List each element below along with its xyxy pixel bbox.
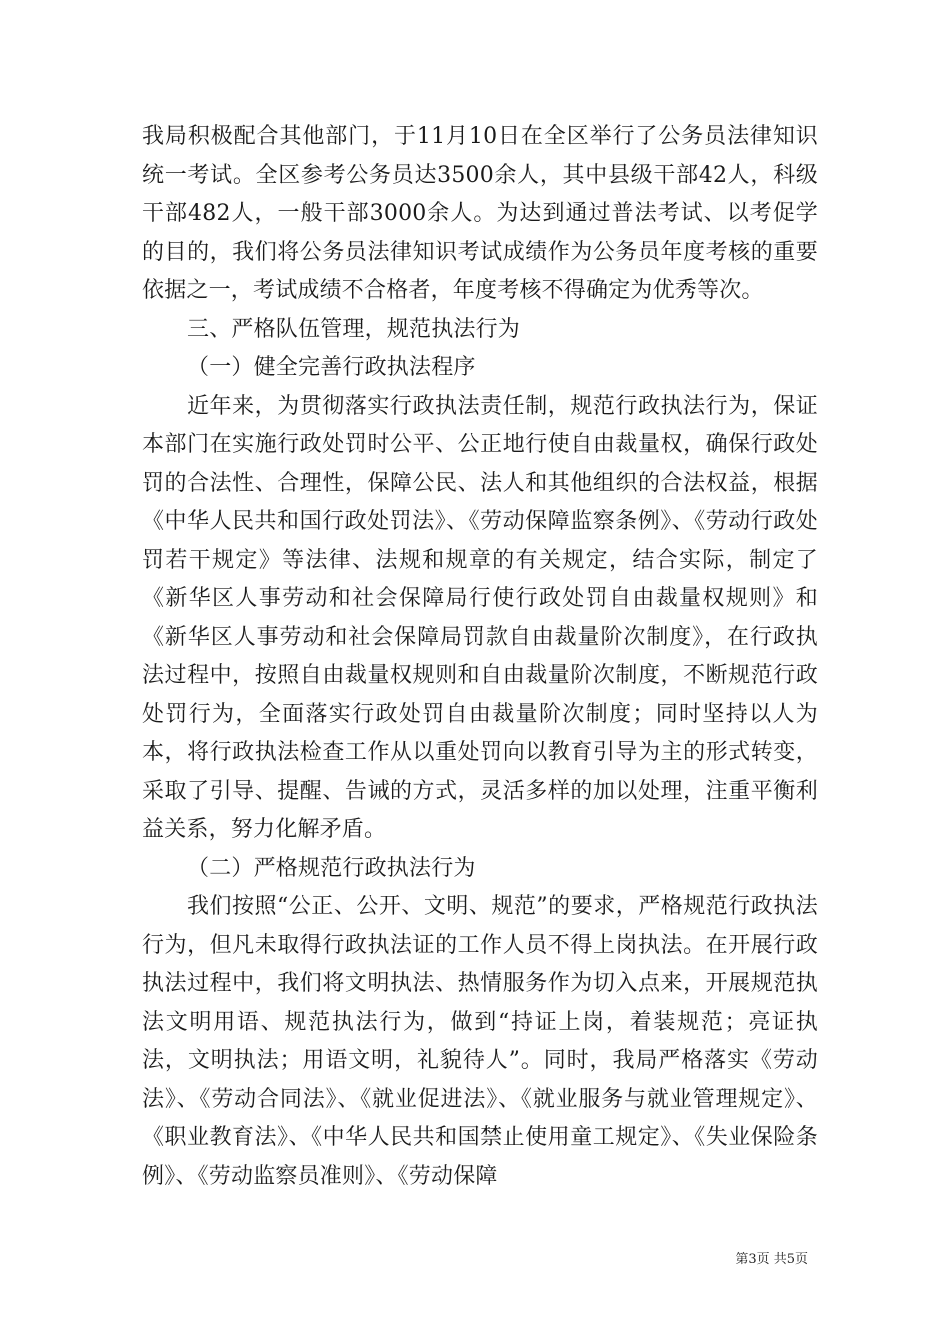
section-heading-3: 三、严格队伍管理，规范执法行为	[187, 316, 521, 342]
page-number: 第3页 共5页	[735, 1252, 808, 1267]
paragraph-exam: 我局积极配合其他部门，于11月10日在全区举行了公务员法律知识统一考试。全区参考公务员达3500余人，其中县级干部42人，科级干部482人，一般干部3000余人。为达到通过普法考试、以考促学的目的，我们将公务员法律知识考试成绩作为公务员年度考核的重要依据之一，考试成绩不合格者，年度考核不得确定为优秀等次。	[142, 124, 818, 303]
paragraph-behavior: 我们按照“公正、公开、文明、规范”的要求，严格规范行政执法行为，但凡未取得行政执法证的工作人员不得上岗执法。在开展行政执法过程中，我们将文明执法、热情服务作为切入点来，开展规范执法文明用语、规范执法行为，做到“持证上岗，着装规范；亮证执法，文明执法；用语文明，礼貌待人”。同时，我局严格落实《劳动法》、《劳动合同法》、《就业促进法》、《就业服务与就业管理规定》、《职业教育法》、《中华人民共和国禁止使用童工规定》、《失业保险条例》、《劳动监察员准则》、《劳动保障	[142, 894, 818, 1189]
subsection-heading-1: （一）健全完善行政执法程序	[187, 355, 476, 380]
subsection-heading-2: （二）严格规范行政执法行为	[187, 855, 476, 881]
paragraph-procedure: 近年来，为贯彻落实行政执法责任制，规范行政执法行为，保证本部门在实施行政处罚时公平、公正地行使自由裁量权，确保行政处罚的合法性、合理性，保障公民、法人和其他组织的合法权益，根据《中华人民共和国行政处罚法》、《劳动保障监察条例》、《劳动行政处罚若干规定》等法律、法规和规章的有关规定，结合实际，制定了《新华区人事劳动和社会保障局行使行政处罚自由裁量权规则》和《新华区人事劳动和社会保障局罚款自由裁量阶次制度》，在行政执法过程中，按照自由裁量权规则和自由裁量阶次制度，不断规范行政处罚行为，全面落实行政处罚自由裁量阶次制度；同时坚持以人为本，将行政执法检查工作从以重处罚向以教育引导为主的形式转变，采取了引导、提醒、告诫的方式，灵活多样的加以处理，注重平衡利益关系，努力化解矛盾。	[142, 393, 818, 842]
document-body	[142, 118, 818, 1196]
